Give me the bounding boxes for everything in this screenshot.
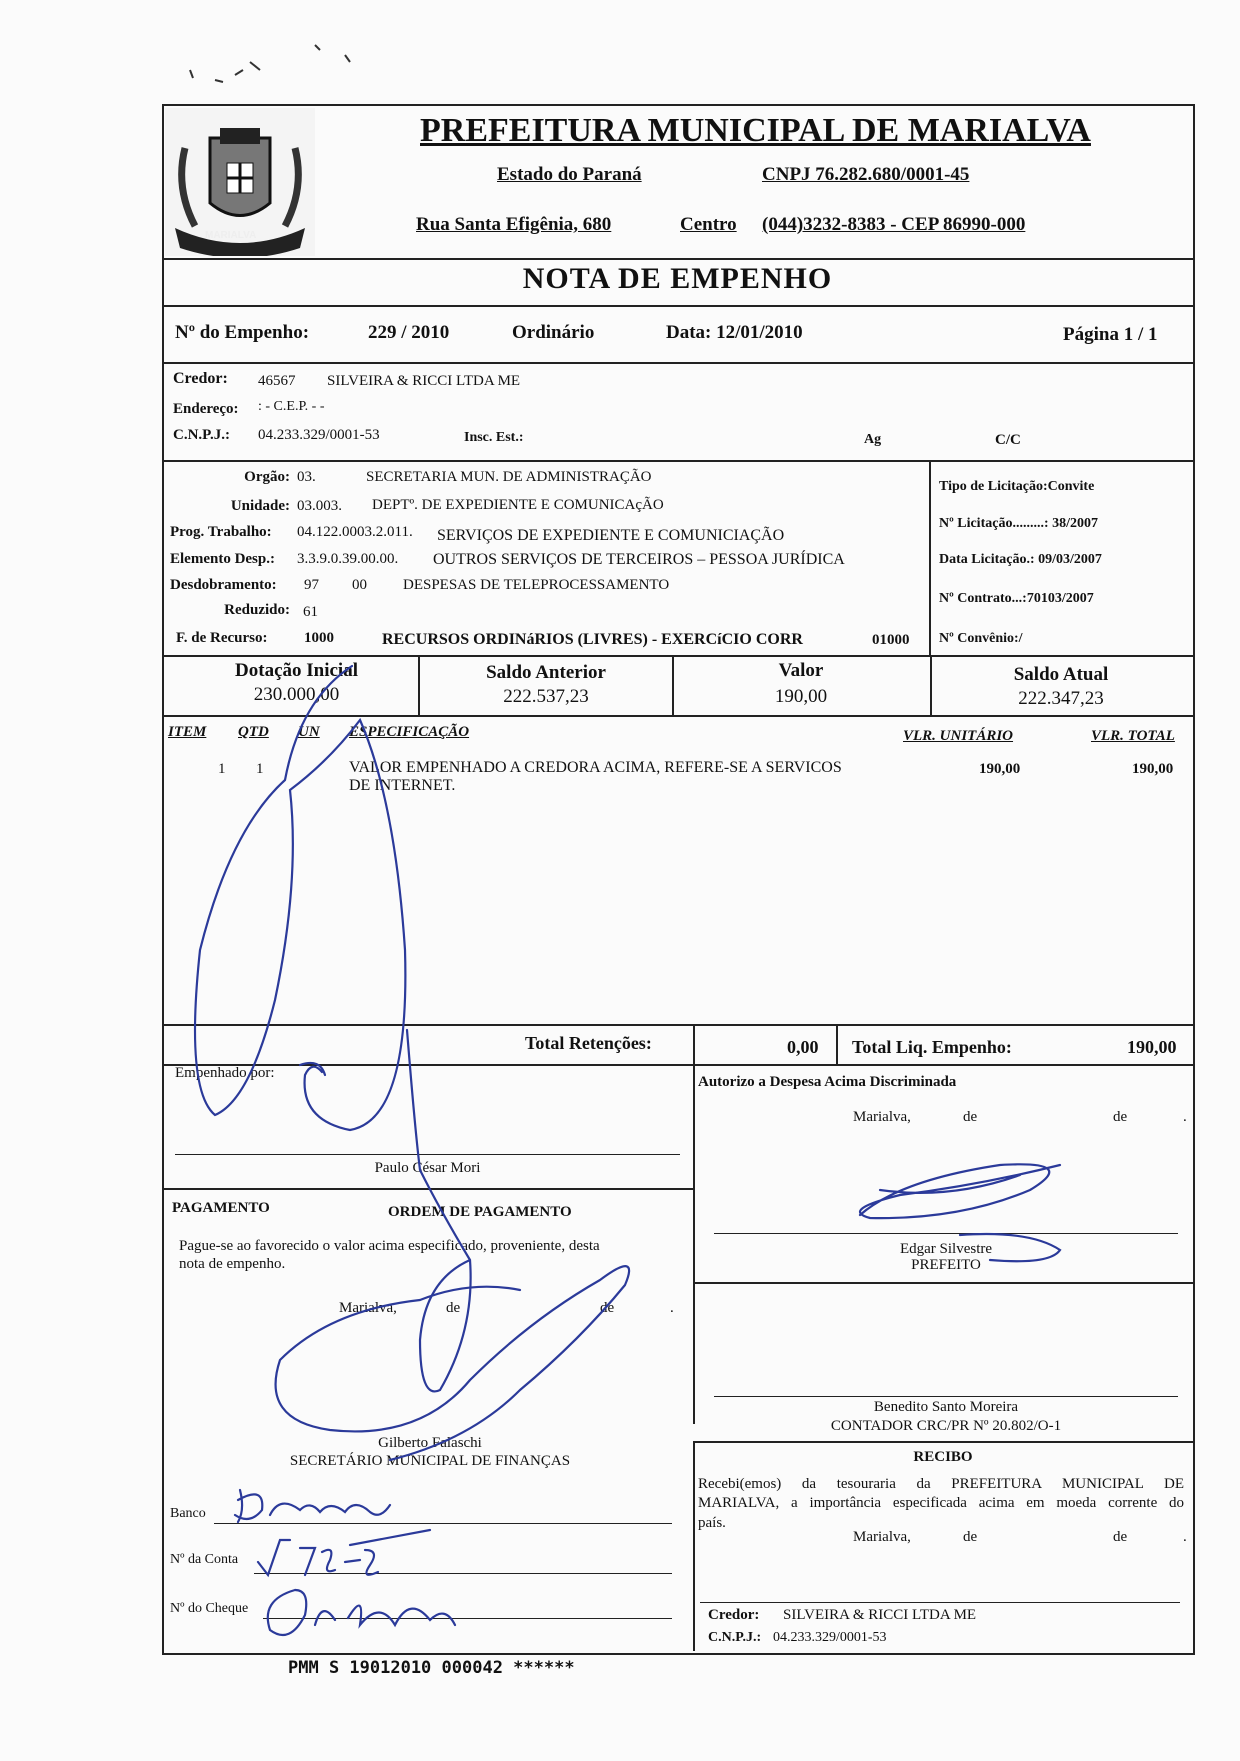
recibo-credor-label: Credor: [708, 1607, 760, 1623]
desdobramento-label: Desdobramento: [170, 577, 277, 593]
ag-label: Ag [864, 432, 882, 447]
divider [693, 1024, 695, 1424]
empenhado-label: Empenhado por: [175, 1065, 275, 1081]
item-number: 1 [218, 761, 226, 777]
divider [162, 258, 1193, 260]
valor-value: 190,00 [774, 686, 828, 707]
col-total-value: VLR. TOTAL [1091, 728, 1175, 744]
signature-line [175, 1154, 680, 1155]
valor-label: Valor [778, 660, 824, 681]
contador-name: Benedito Santo Moreira [873, 1399, 1019, 1415]
cnpj-header: CNPJ 76.282.680/0001-45 [762, 164, 970, 185]
item-spec-line2: DE INTERNET. [349, 777, 456, 794]
cnpj-value: 04.233.329/0001-53 [258, 427, 380, 443]
cheque-line [263, 1618, 672, 1619]
divider [693, 1282, 1193, 1284]
orgao-name: SECRETARIA MUN. DE ADMINISTRAÇÃO [366, 469, 652, 485]
logo-banner-text: MARIALVA [205, 230, 257, 241]
ordem-label: ORDEM DE PAGAMENTO [388, 1204, 572, 1220]
col-item: ITEM [168, 724, 207, 740]
col-unit-value: VLR. UNITÁRIO [903, 728, 1014, 744]
autorizo-dot: . [1183, 1109, 1187, 1125]
licitacao-data: Data Licitação.: 09/03/2007 [939, 552, 1102, 567]
municipality-title: PREFEITURA MUNICIPAL DE MARIALVA [420, 112, 1091, 149]
scan-marks [185, 40, 385, 100]
recibo-line2: MARIALVA, a importância especificada acima em moeda corrente do [698, 1495, 1184, 1511]
desdobramento-name: DESPESAS DE TELEPROCESSAMENTO [403, 577, 670, 593]
doc-title: NOTA DE EMPENHO [522, 262, 833, 295]
dotacao-value: 230.000,00 [253, 684, 340, 705]
conta-label: Nº da Conta [170, 1552, 239, 1567]
autorizo-role: PREFEITO [911, 1257, 981, 1273]
item-unit-value: 190,00 [979, 761, 1021, 777]
reduzido-label: Reduzido: [224, 602, 290, 618]
recibo-line3: país. [698, 1515, 726, 1531]
phone-cep: (044)3232-8383 - CEP 86990-000 [762, 214, 1026, 235]
contrato-numero: Nº Contrato...:70103/2007 [939, 591, 1094, 606]
pagamento-dot: . [670, 1300, 674, 1316]
divider [693, 1441, 695, 1651]
item-total-value: 190,00 [1132, 761, 1174, 777]
divider [162, 1024, 1193, 1026]
district: Centro [680, 214, 737, 235]
signature-line [714, 1233, 1178, 1234]
unidade-name: DEPTº. DE EXPEDIENTE E COMUNICAçÃO [372, 497, 664, 513]
recibo-label: RECIBO [913, 1449, 973, 1465]
pagamento-role: SECRETÁRIO MUNICIPAL DE FINANÇAS [289, 1453, 571, 1469]
empenho-label: Nº do Empenho: [175, 322, 310, 343]
credor-name: SILVEIRA & RICCI LTDA ME [327, 373, 521, 389]
divider [836, 1024, 838, 1064]
autorizo-de2: de [1113, 1109, 1128, 1125]
credor-label: Credor: [173, 370, 228, 387]
recurso-name: RECURSOS ORDINáRIOS (LIVRES) - EXERCíCIO CORR [382, 631, 803, 648]
pagamento-city: Marialva, [339, 1300, 397, 1316]
coat-of-arms-logo [165, 108, 315, 256]
liq-value: 190,00 [1127, 1037, 1177, 1057]
reduzido-value: 61 [303, 604, 318, 620]
divider [162, 1064, 1193, 1066]
desdobramento-code1: 97 [304, 577, 319, 593]
elemento-name: OUTROS SERVIÇOS DE TERCEIROS – PESSOA JURÍDICA [433, 551, 845, 568]
recibo-line1: Recebi(emos) da tesouraria da PREFEITURA MUNICIPAL DE [698, 1476, 1184, 1492]
cheque-label: Nº do Cheque [170, 1601, 249, 1616]
saldo-anterior-value: 222.537,23 [503, 686, 589, 707]
recibo-dot: . [1183, 1529, 1187, 1545]
divider [162, 305, 1193, 307]
autorizo-city: Marialva, [853, 1109, 911, 1125]
cnpj-label: C.N.P.J.: [173, 427, 230, 443]
autorizo-de1: de [963, 1109, 978, 1125]
state-label: Estado do Paraná [497, 164, 642, 185]
licitacao-numero: Nº Licitação.........: 38/2007 [939, 516, 1098, 531]
prog-name: SERVIÇOS DE EXPEDIENTE E COMUNICIAÇÃO [437, 527, 785, 544]
pagamento-text-line1: Pague-se ao favorecido o valor acima especificado, proveniente, desta [179, 1238, 600, 1254]
empenho-type: Ordinário [512, 322, 595, 343]
liq-label: Total Liq. Empenho: [852, 1037, 1012, 1057]
footer-code: PMM S 19012010 000042 ****** [288, 1658, 575, 1678]
col-un: UN [298, 724, 320, 740]
item-spec-line1: VALOR EMPENHADO A CREDORA ACIMA, REFERE-SE A SERVICOS [349, 759, 842, 776]
divider [693, 1441, 1193, 1443]
col-spec: ESPECIFICAÇÃO [349, 724, 470, 740]
desdobramento-code2: 00 [352, 577, 367, 593]
cc-label: C/C [995, 432, 1021, 448]
orgao-label: Orgão: [244, 469, 290, 485]
autorizo-signer: Edgar Silvestre [899, 1241, 993, 1257]
recibo-de2: de [1113, 1529, 1128, 1545]
empenhado-name: Paulo César Mori [374, 1160, 481, 1176]
orgao-code: 03. [297, 469, 316, 485]
signature-line [700, 1602, 1180, 1603]
col-qtd: QTD [238, 724, 269, 740]
recurso-sub: 01000 [872, 632, 910, 648]
recibo-credor-value: SILVEIRA & RICCI LTDA ME [783, 1607, 977, 1623]
pagamento-label: PAGAMENTO [172, 1200, 270, 1216]
elemento-code: 3.3.9.0.39.00.00. [297, 551, 399, 567]
empenho-date: Data: 12/01/2010 [666, 322, 803, 343]
licitacao-tipo: Tipo de Licitação:Convite [939, 479, 1095, 494]
recibo-cnpj-label: C.N.P.J.: [708, 1630, 762, 1645]
recibo-cnpj-value: 04.233.329/0001-53 [773, 1630, 887, 1645]
contador-role: CONTADOR CRC/PR Nº 20.802/O-1 [830, 1418, 1062, 1434]
conta-line [254, 1573, 672, 1574]
address-label: Endereço: [173, 401, 239, 417]
page-number: Página 1 / 1 [1063, 324, 1158, 345]
divider [162, 1188, 693, 1190]
recibo-de1: de [963, 1529, 978, 1545]
banco-line [214, 1523, 672, 1524]
retencoes-label: Total Retenções: [525, 1033, 652, 1053]
convenio-numero: Nº Convênio:/ [939, 631, 1023, 646]
divider [162, 655, 1193, 657]
divider [162, 362, 1193, 364]
recibo-city: Marialva, [853, 1529, 911, 1545]
pagamento-signer: Gilberto Falaschi [378, 1435, 482, 1451]
retencoes-value: 0,00 [787, 1037, 819, 1057]
recurso-code: 1000 [304, 630, 334, 646]
autorizo-label: Autorizo a Despesa Acima Discriminada [698, 1074, 957, 1090]
elemento-label: Elemento Desp.: [170, 551, 275, 567]
unidade-label: Unidade: [230, 498, 290, 514]
insc-label: Insc. Est.: [464, 430, 524, 445]
prog-code: 04.122.0003.2.011. [297, 524, 413, 540]
empenho-number: 229 / 2010 [368, 322, 450, 343]
unidade-code: 03.003. [297, 498, 342, 514]
divider [162, 460, 1193, 462]
address-value: : - C.E.P. - - [258, 399, 325, 414]
pagamento-de2: de [600, 1300, 615, 1316]
divider [929, 460, 931, 655]
saldo-atual-value: 222.347,23 [1018, 688, 1104, 709]
signature-line [714, 1396, 1178, 1397]
divider [162, 715, 1193, 717]
saldo-anterior-label: Saldo Anterior [486, 662, 606, 683]
saldo-atual-label: Saldo Atual [1013, 664, 1109, 685]
prog-label: Prog. Trabalho: [170, 524, 272, 540]
item-qtd: 1 [256, 761, 264, 777]
credor-code: 46567 [258, 373, 296, 389]
recurso-label: F. de Recurso: [176, 630, 268, 646]
dotacao-label: Dotação Inicial [235, 660, 358, 681]
pagamento-de1: de [446, 1300, 461, 1316]
banco-label: Banco [170, 1506, 206, 1521]
pagamento-text-line2: nota de empenho. [179, 1256, 286, 1272]
street-address: Rua Santa Efigênia, 680 [416, 214, 612, 235]
